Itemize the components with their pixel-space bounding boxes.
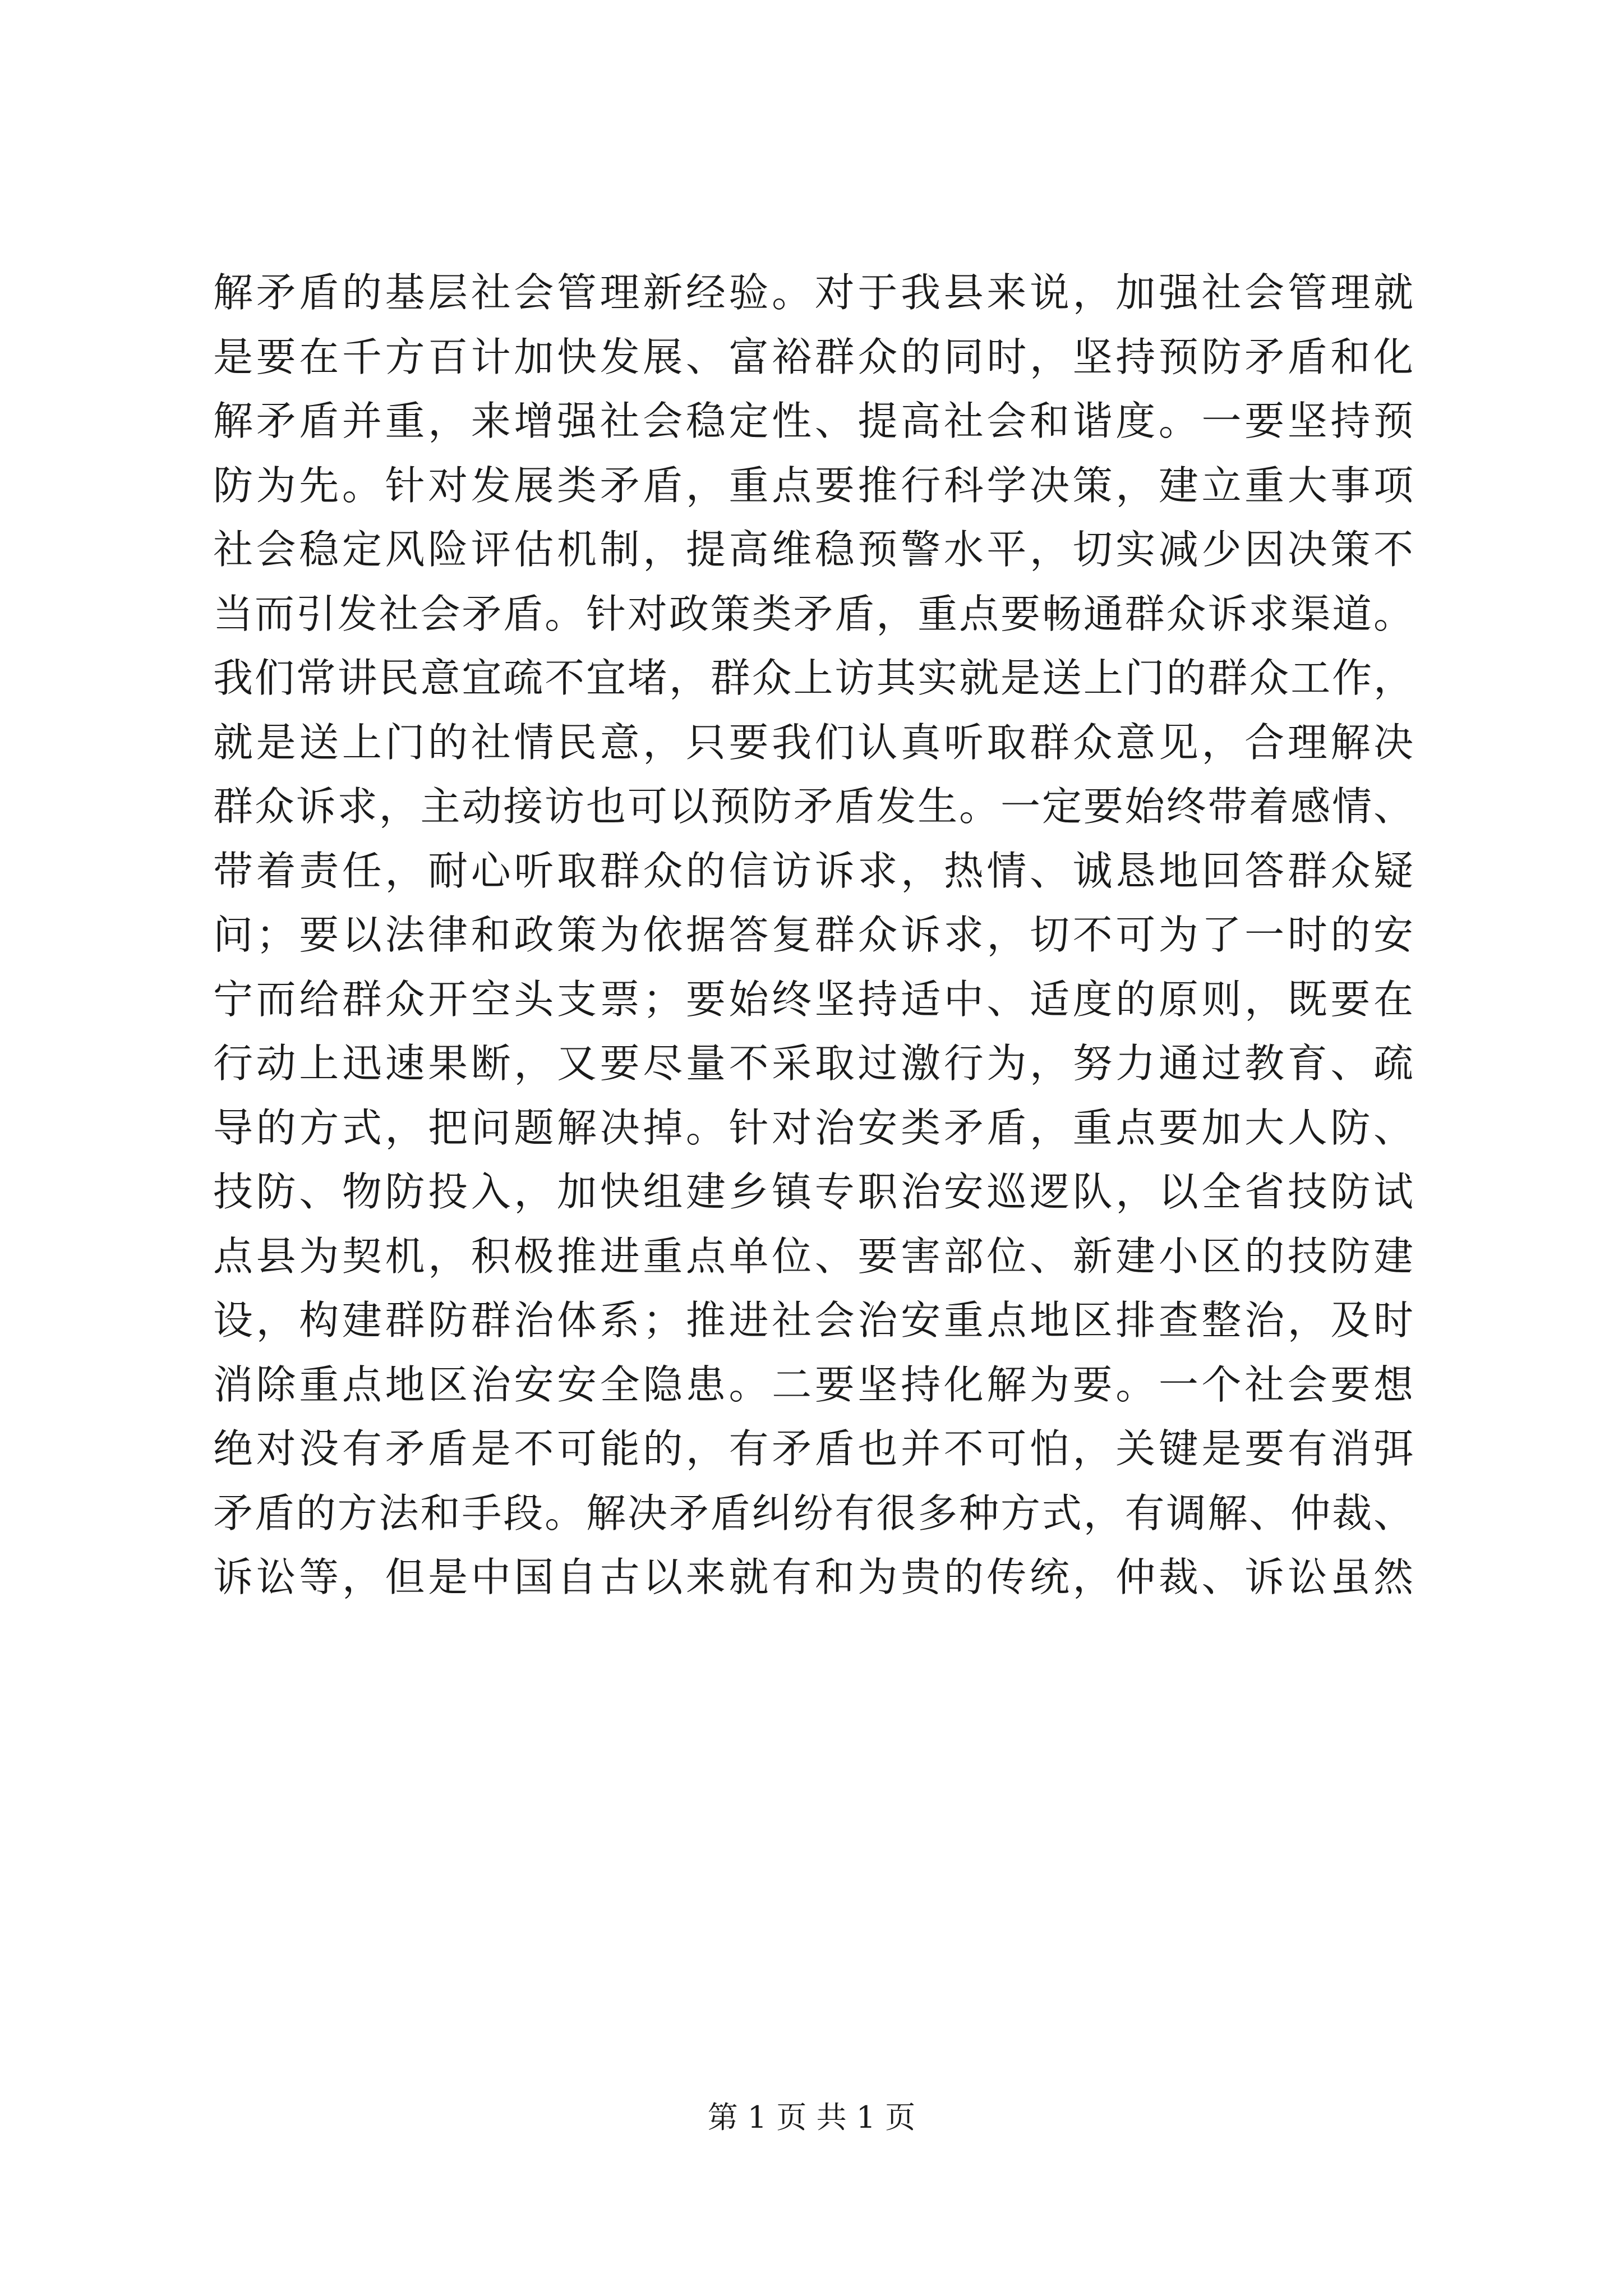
text-line: 解矛盾并重，来增强社会稳定性、提高社会和谐度。一要坚持预 — [213, 398, 1413, 444]
text-line: 是要在千方百计加快发展、富裕群众的同时，坚持预防矛盾和化 — [213, 333, 1413, 380]
text-line: 导的方式，把问题解决掉。针对治安类矛盾，重点要加大人防、 — [213, 1104, 1413, 1151]
page-number-label: 第 1 页 共 1 页 — [707, 2100, 916, 2135]
text-line: 防为先。针对发展类矛盾，重点要推行科学决策，建立重大事项 — [213, 462, 1413, 509]
text-line: 问；要以法律和政策为依据答复群众诉求，切不可为了一时的安 — [213, 912, 1413, 958]
text-line: 绝对没有矛盾是不可能的，有矛盾也并不可怕，关键是要有消弭 — [213, 1425, 1413, 1472]
text-line: 当而引发社会矛盾。针对政策类矛盾，重点要畅通群众诉求渠道。 — [213, 590, 1413, 637]
text-line: 群众诉求，主动接访也可以预防矛盾发生。一定要始终带着感情、 — [213, 783, 1413, 830]
page-footer — [0, 2098, 1623, 2137]
text-line: 我们常讲民意宜疏不宜堵，群众上访其实就是送上门的群众工作， — [213, 655, 1413, 701]
text-line: 宁而给群众开空头支票；要始终坚持适中、适度的原则，既要在 — [213, 976, 1413, 1023]
text-line: 社会稳定风险评估机制，提高维稳预警水平，切实减少因决策不 — [213, 526, 1413, 573]
text-line: 解矛盾的基层社会管理新经验。对于我县来说，加强社会管理就 — [213, 269, 1413, 316]
text-line: 就是送上门的社情民意，只要我们认真听取群众意见，合理解决 — [213, 719, 1413, 766]
text-line: 行动上迅速果断，又要尽量不采取过激行为，努力通过教育、疏 — [213, 1040, 1413, 1087]
text-line: 点县为契机，积极推进重点单位、要害部位、新建小区的技防建 — [213, 1232, 1413, 1280]
text-line: 消除重点地区治安安全隐患。二要坚持化解为要。一个社会要想 — [213, 1361, 1413, 1408]
text-line: 带着责任，耐心听取群众的信访诉求，热情、诚恳地回答群众疑 — [213, 847, 1413, 894]
text-line: 诉讼等，但是中国自古以来就有和为贵的传统，仲裁、诉讼虽然 — [213, 1554, 1413, 1600]
text-line: 技防、物防投入，加快组建乡镇专职治安巡逻队，以全省技防试 — [213, 1168, 1413, 1215]
text-line: 矛盾的方法和手段。解决矛盾纠纷有很多种方式，有调解、仲裁、 — [213, 1489, 1413, 1536]
text-line: 设，构建群防群治体系；推进社会治安重点地区排查整治，及时 — [213, 1297, 1413, 1343]
body-text — [213, 261, 1413, 1610]
